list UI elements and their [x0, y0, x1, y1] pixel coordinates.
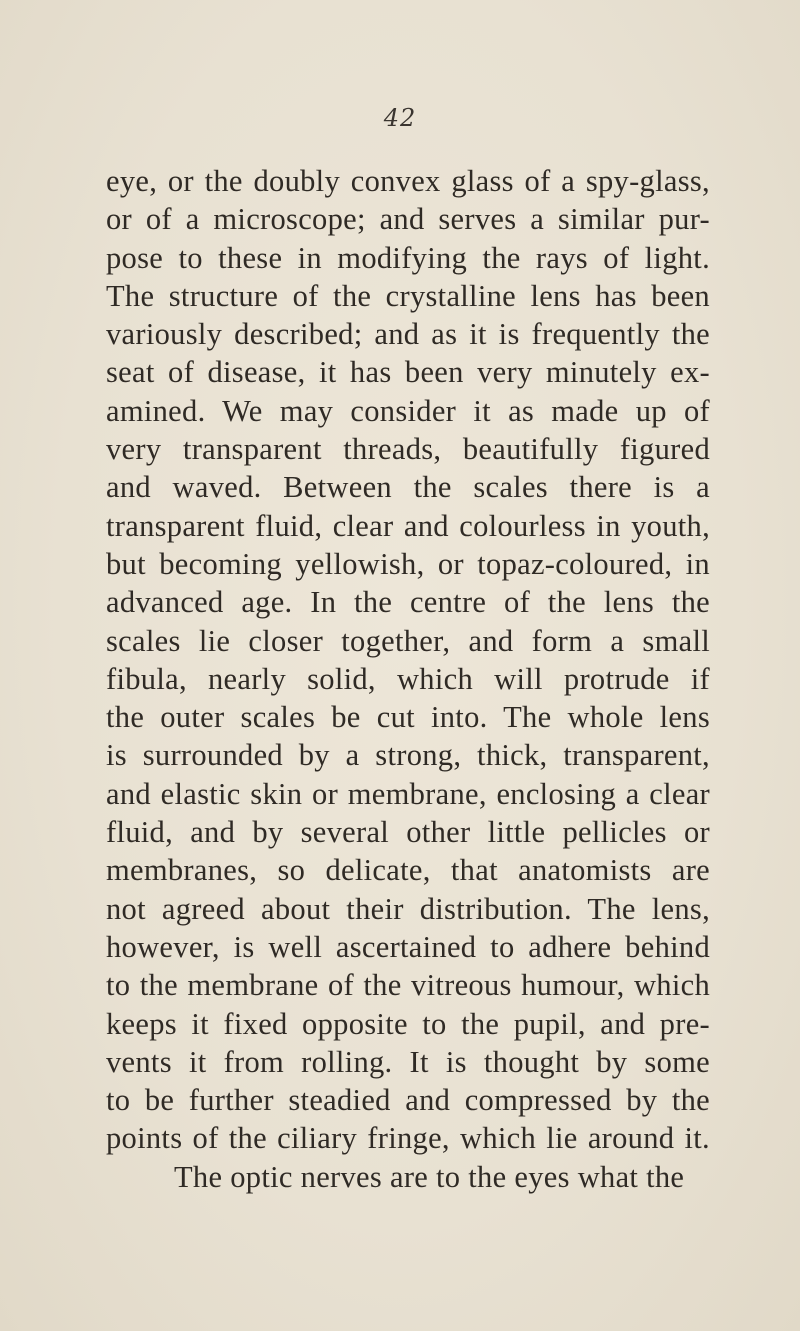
text-line: to the membrane of the vitreous humour, which — [106, 968, 710, 1003]
text-line: pose to these in modifying the rays of light. — [106, 240, 710, 275]
text-line: is surrounded by a strong, thick, transparent, — [106, 738, 710, 773]
text-line: membranes, so delicate, that anatomists are — [106, 853, 710, 888]
body-text — [106, 162, 710, 1196]
text-line: and elastic skin or membrane, enclosing a clear — [106, 776, 710, 811]
text-line: to be further steadied and compressed by the — [106, 1083, 710, 1118]
text-line: points of the ciliary fringe, which lie around it. — [106, 1121, 710, 1156]
text-line: fluid, and by several other little pellicles or — [106, 815, 710, 850]
text-line: scales lie closer together, and form a small — [106, 623, 710, 658]
text-line: eye, or the doubly convex glass of a spy-glass, — [106, 164, 710, 198]
text-line: amined. We may consider it as made up of — [106, 393, 710, 428]
text-line: not agreed about their distribution. The lens, — [106, 891, 710, 926]
text-line: transparent fluid, clear and colourless in youth, — [106, 508, 710, 543]
text-line: seat of disease, it has been very minutely ex- — [106, 355, 710, 390]
text-line-last: The optic nerves are to the eyes what the — [174, 1159, 685, 1194]
text-line: advanced age. In the centre of the lens the — [106, 585, 710, 620]
text-line: vents it from rolling. It is thought by some — [106, 1044, 710, 1079]
text-line: and waved. Between the scales there is a — [106, 470, 710, 505]
text-line: or of a microscope; and serves a similar pur- — [106, 202, 710, 237]
text-line: The structure of the crystalline lens has been — [106, 278, 710, 313]
page-number: 42 — [383, 104, 417, 132]
text-line: but becoming yellowish, or topaz-coloured, in — [106, 546, 710, 581]
text-line: however, is well ascertained to adhere behind — [106, 929, 710, 964]
text-line: the outer scales be cut into. The whole lens — [106, 700, 710, 735]
text-line: fibula, nearly solid, which will protrude if — [106, 661, 710, 696]
text-line: variously described; and as it is frequently the — [106, 317, 710, 352]
text-line: keeps it fixed opposite to the pupil, and pre- — [106, 1006, 710, 1041]
text-line: very transparent threads, beautifully figured — [106, 432, 710, 467]
